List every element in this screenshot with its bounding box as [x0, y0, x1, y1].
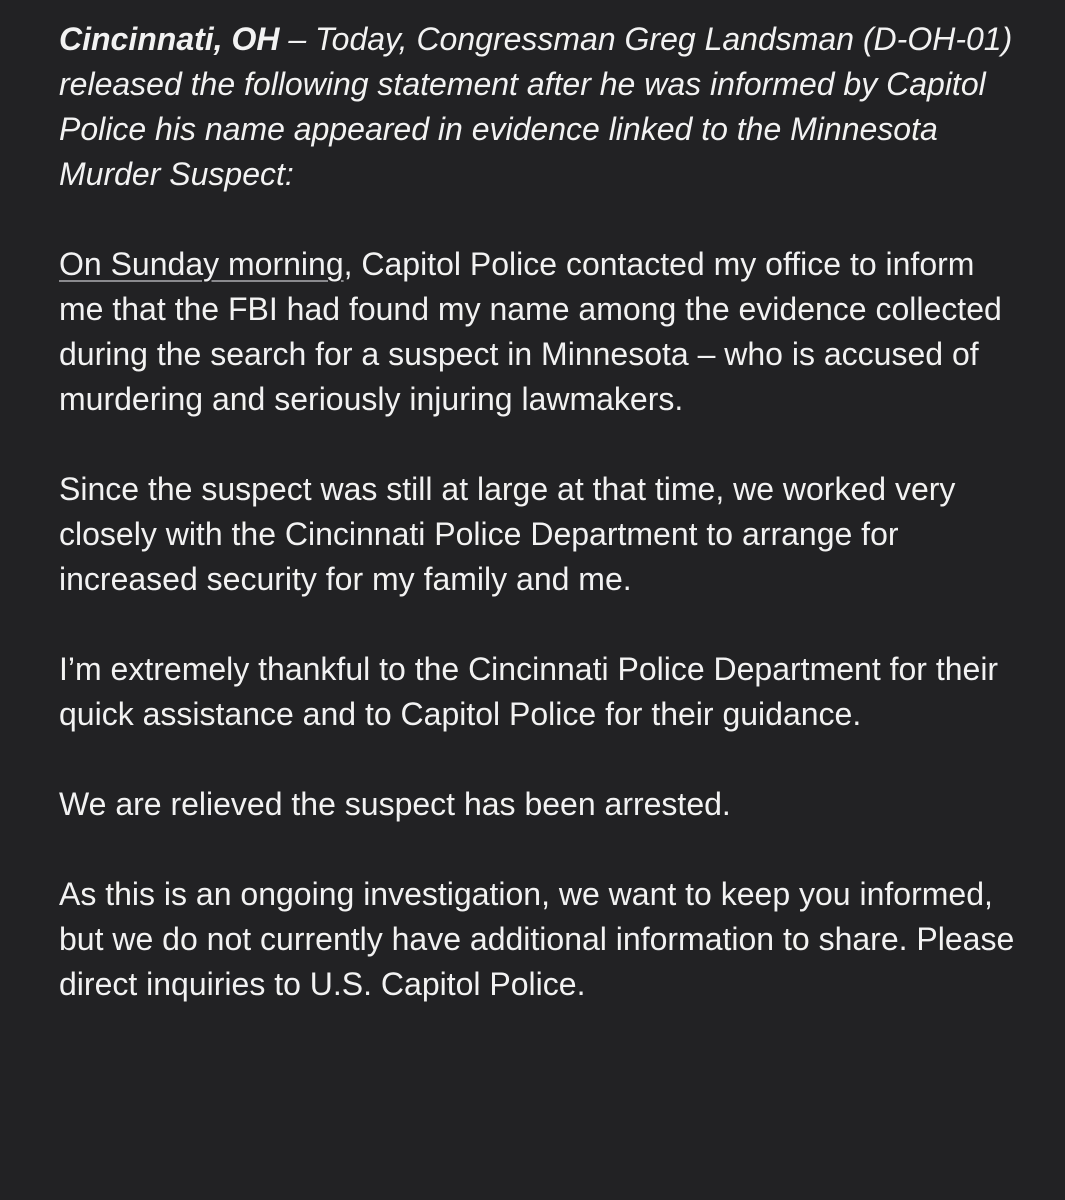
paragraph-sunday: [59, 242, 1019, 422]
paragraph-sunday-text: , Capitol Police contacted my office to inform me that the FBI had found my name among the evidence collected during the search for a suspect in Minnesota – who is accused of murdering and seriously injuring lawmakers.: [59, 246, 1002, 417]
statement-lead: [59, 17, 1019, 197]
press-statement: [59, 17, 1019, 1052]
paragraph-arrest: We are relieved the suspect has been arrested.: [59, 786, 731, 822]
paragraph-investigation: As this is an ongoing investigation, we want to keep you informed, but we do not currently have additional information to share. Please direct inquiries to U.S. Capitol Police.: [59, 876, 1015, 1002]
dateline: Cincinnati, OH: [59, 21, 280, 57]
paragraph-thanks: I’m extremely thankful to the Cincinnati Police Department for their quick assistance and to Capitol Police for their guidance.: [59, 651, 999, 732]
lead-text: – Today, Congressman Greg Landsman (D-OH-01) released the following statement after he was informed by Capitol Police his name appeared in evidence linked to the Minnesota Murder Suspect:: [59, 21, 1013, 192]
date-link[interactable]: On Sunday morning: [59, 246, 344, 282]
paragraph-security: Since the suspect was still at large at that time, we worked very closely with the Cincinnati Police Department to arrange for increased security for my family and me.: [59, 471, 956, 597]
